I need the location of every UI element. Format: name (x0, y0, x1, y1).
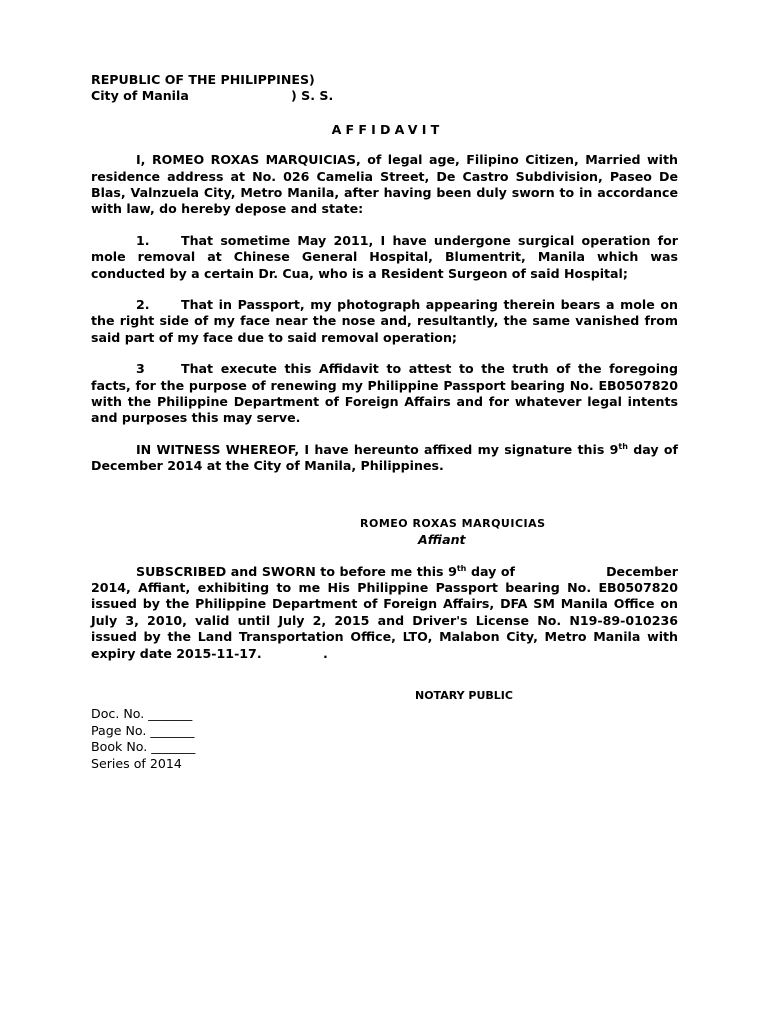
page-number: Page No. _______ (91, 722, 195, 738)
venue-caption (91, 72, 678, 105)
witness-text-after: day of December 2014 at the City of Manila, Philippines. (91, 441, 678, 474)
statement-text: That sometime May 2011, I have undergone surgical operation for mole removal at Chinese General Hospital, Blumentrit, Manila which was conducted by a certain Dr. Cua, who is a Resident Surgeon of said Hospital; (91, 232, 678, 281)
notary-public-label: NOTARY PUBLIC (415, 688, 513, 702)
notarial-register (91, 706, 678, 772)
affiant-lead: I, ROMEO ROXAS MARQUICIAS, (136, 152, 361, 168)
statement-number: 3 (136, 361, 145, 377)
jurat-ordinal-suffix: th (456, 563, 467, 573)
statement-text: That in Passport, my photograph appearing therein bears a mole on the right side of my face near the nose and, resultantly, the same vanished from said part of my face due to said removal operation; (91, 297, 678, 345)
book-number: Book No. _______ (91, 739, 196, 755)
affiant-name: ROMEO ROXAS MARQUICIAS (360, 516, 546, 530)
document-title: AFFIDAVIT (331, 121, 444, 137)
statement-paragraph-3 (91, 361, 678, 427)
doc-number: Doc. No. _______ (91, 706, 193, 722)
statement-paragraph-1 (91, 233, 678, 282)
statement-text: That execute this Affidavit to attest to the truth of the foregoing facts, for the purpose of renewing my Philippine Passport bearing No. EB0507820 with the Philippine Department of Foreign Affairs and for whatever legal intents and purposes this may serve. (91, 361, 678, 426)
jurat-text-after: day of December 2014, Affiant, exhibiting to me His Philippine Passport bearing No. EB0507820 issued by the Philippine Department of Foreign Affairs, DFA SM Manila Office on July 3, 2010, valid until July 2, 2015 and Driver's License No. N19-89-010236 issued by the Land Transportation Office, LTO, Malabon City, Metro Manila with expiry date 2015-11-17. . (91, 563, 683, 661)
intro-paragraph (91, 152, 678, 218)
statement-number: 2. (136, 297, 150, 313)
jurat-text-before: SUBSCRIBED and SWORN to before me this 9 (136, 563, 457, 579)
intro-text: of legal age, Filipino Citizen, Married with residence address at No. 026 Camelia Street, De Castro Subdivision, Paseo De Blas, Valnzuela City, Metro Manila, after having been duly sworn to in accordance with law, do hereby depose and state: (91, 152, 678, 217)
affidavit-document (91, 72, 683, 772)
witness-ordinal-suffix: th (618, 441, 628, 451)
caption-ss: ) S. S. (291, 88, 334, 104)
statement-paragraph-2 (91, 297, 678, 346)
caption-city-line (91, 88, 678, 104)
witness-text-before: IN WITNESS WHEREOF, I have hereunto affixed my signature this 9 (136, 441, 619, 457)
affiant-signature-block (91, 516, 678, 549)
affiant-role: Affiant (418, 532, 466, 548)
caption-city: City of Manila (91, 88, 189, 104)
witness-paragraph (91, 442, 678, 475)
series-year: Series of 2014 (91, 755, 182, 771)
statement-number: 1. (136, 232, 150, 248)
caption-republic: REPUBLIC OF THE PHILIPPINES) (91, 72, 315, 87)
jurat-paragraph (91, 563, 683, 662)
